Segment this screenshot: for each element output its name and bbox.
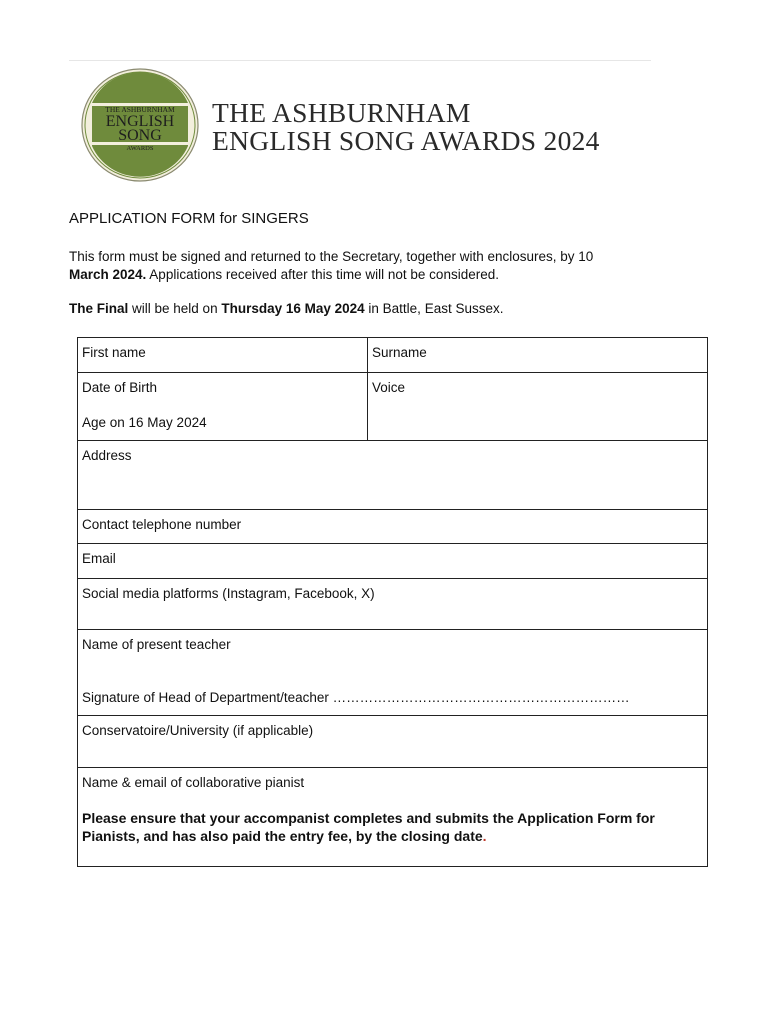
- email-label: Email: [82, 551, 116, 566]
- date-of-birth-label: Date of Birth: [82, 380, 158, 395]
- top-rule: [69, 60, 651, 61]
- social-media-field[interactable]: [78, 579, 708, 630]
- address-field[interactable]: [78, 441, 708, 510]
- form-heading: APPLICATION FORM for SINGERS: [69, 210, 309, 227]
- signature-line: Signature of Head of Department/teacher …………………………………………………………: [82, 690, 630, 705]
- telephone-field[interactable]: [78, 510, 708, 544]
- voice-label: Voice: [372, 380, 406, 395]
- final-text-2: in Battle, East Sussex.: [364, 301, 504, 316]
- social-media-label: Social media platforms (Instagram, Facebook, X): [82, 586, 375, 601]
- title-line-1: THE ASHBURNHAM: [212, 97, 471, 128]
- logo-line4: AWARDS: [126, 145, 154, 152]
- surname-field[interactable]: [368, 338, 708, 373]
- voice-field[interactable]: [368, 373, 708, 441]
- pianist-label: Name & email of collaborative pianist: [82, 775, 305, 790]
- intro-paragraph: [69, 248, 629, 284]
- pianist-note-end: .: [482, 828, 487, 844]
- final-text-1: will be held on: [128, 301, 222, 316]
- awards-logo: [80, 68, 200, 182]
- surname-label: Surname: [372, 345, 427, 360]
- age-label: Age on 16 May 2024: [82, 415, 207, 430]
- pianist-note-text: Please ensure that your accompanist completes and submits the Application Form for Pianists, and has also paid the entry fee, by the closing date: [82, 810, 655, 844]
- conservatoire-label: Conservatoire/University (if applicable): [82, 723, 314, 738]
- dob-age-field[interactable]: [78, 373, 368, 441]
- final-paragraph: [69, 301, 503, 316]
- email-field[interactable]: [78, 544, 708, 579]
- final-label: The Final: [69, 301, 129, 316]
- conservatoire-field[interactable]: [78, 716, 708, 768]
- pianist-field[interactable]: [78, 768, 708, 867]
- logo-line1: THE ASHBURNHAM: [105, 105, 175, 114]
- awards-title: [212, 99, 600, 155]
- first-name-field[interactable]: [78, 338, 368, 373]
- header: [80, 68, 650, 184]
- title-line-2: ENGLISH SONG AWARDS 2024: [212, 125, 600, 156]
- pianist-note: [82, 809, 703, 845]
- intro-text-2: Applications received after this time will not be considered.: [146, 267, 499, 282]
- application-table: [77, 337, 708, 867]
- intro-deadline: March 2024.: [69, 267, 147, 282]
- teacher-label: Name of present teacher: [82, 637, 231, 652]
- teacher-field[interactable]: [78, 630, 708, 716]
- first-name-label: First name: [82, 345, 146, 360]
- logo-line3: SONG: [118, 127, 162, 144]
- intro-text-1: This form must be signed and returned to the Secretary, together with enclosures, by 10: [69, 249, 594, 264]
- address-label: Address: [82, 448, 132, 463]
- telephone-label: Contact telephone number: [82, 517, 242, 532]
- final-date: Thursday 16 May 2024: [221, 301, 365, 316]
- logo-line2: ENGLISH: [105, 113, 175, 130]
